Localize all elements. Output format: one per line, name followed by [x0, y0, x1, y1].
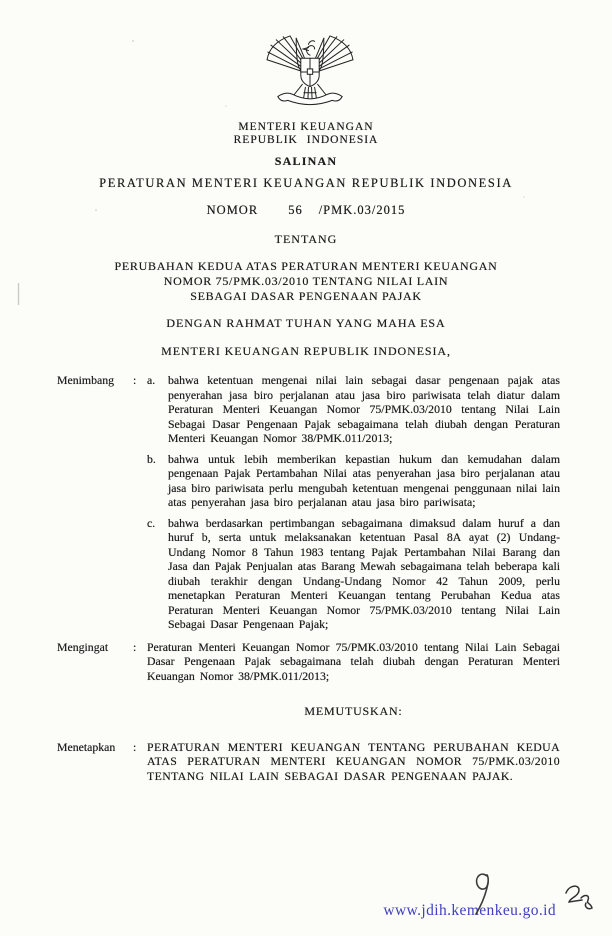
stipulating-section	[57, 740, 560, 784]
considering-item-a	[147, 373, 560, 446]
jdih-url-link[interactable]: www.jdih.kemenkeu.go.id	[383, 902, 556, 919]
ministry-country: REPUBLIK INDONESIA	[233, 134, 379, 146]
garuda-pancasila-emblem-icon	[264, 30, 356, 114]
deciding-heading: MEMUTUSKAN:	[304, 704, 403, 718]
considering-label: Menimbang	[57, 373, 115, 387]
colon-separator: :	[133, 373, 137, 387]
considering-item-c	[147, 516, 560, 632]
grace-line: DENGAN RAHMAT TUHAN YANG MAHA ESA	[166, 316, 446, 330]
authority-line: MENTERI KEUANGAN REPUBLIK INDONESIA,	[161, 344, 451, 358]
remembering-text: Peraturan Menteri Keuangan Nomor 75/PMK.03/2010 tentang Nilai Lain Sebagai Dasar Pengenaan Pajak sebagaimana telah diubah dengan Peraturan Menteri Keuangan Nomor 38/PMK.011/2013;	[147, 639, 560, 683]
subject-line-3: SEBAGAI DASAR PENGENAAN PAJAK	[190, 289, 422, 303]
regulation-heading: PERATURAN MENTERI KEUANGAN REPUBLIK INDONESIA	[99, 176, 513, 190]
ministry-name: MENTERI KEUANGAN	[238, 121, 374, 133]
subject-line-2: NOMOR 75/PMK.03/2010 TENTANG NILAI LAIN	[163, 274, 449, 288]
scan-dot	[523, 196, 525, 198]
scan-dot	[132, 40, 134, 42]
considering-item-b	[147, 452, 560, 510]
document-body	[57, 373, 560, 783]
remembering-section	[57, 640, 560, 684]
number-label: NOMOR	[206, 203, 259, 217]
item-text: bahwa ketentuan mengenai nilai lain sebagai dasar pengenaan pajak atas penyerahan jasa biro perjalanan atau jasa biro pariwisata telah diatur dalam Peraturan Menteri Keuangan Nomor 75/PMK.03/2010 tentang Nilai Lain Sebagai Dasar Pengenaan Pajak sebagaimana telah diubah dengan Peraturan Menteri Keuangan Nomor 38/PMK.011/2013;	[168, 373, 560, 445]
regulation-number-line	[0, 203, 612, 218]
remembering-label: Mengingat	[57, 639, 109, 654]
scan-dot	[225, 105, 227, 107]
subject-line-1: PERUBAHAN KEDUA ATAS PERATURAN MENTERI KEUANGAN	[114, 259, 498, 273]
number-value: 56	[288, 203, 303, 217]
colon-separator: :	[133, 739, 137, 754]
number-suffix: /PMK.03/2015	[318, 203, 406, 217]
stipulating-text: PERATURAN MENTERI KEUANGAN TENTANG PERUBAHAN KEDUA ATAS PERATURAN MENTERI KEUANGAN NOMOR 75/PMK.03/2010 TENTANG NILAI LAIN SEBAGAI DASAR PENGENAAN PAJAK.	[147, 739, 560, 783]
copy-label: SALINAN	[274, 154, 338, 168]
about-label: TENTANG	[274, 232, 338, 246]
considering-section	[57, 373, 560, 632]
colon-separator: :	[133, 639, 137, 654]
item-text: bahwa untuk lebih memberikan kepastian hukum dan kemudahan dalam pengenaan Pajak Pertambahan Nilai atas penyerahan jasa biro perjalanan atau jasa biro pariwisata perlu mengubah ketentuan mengenai penggunaan nilai lain atas penyerahan jasa biro perjalanan atau jasa biro pariwisata;	[168, 451, 560, 509]
stipulating-label: Menetapkan	[57, 739, 116, 754]
item-text: bahwa berdasarkan pertimbangan sebagaimana dimaksud dalam huruf a dan huruf b, serta untuk melaksanakan ketentuan Pasal 8A ayat (2) Undang-Undang Nomor 8 Tahun 1983 tentang Pajak Pertambahan Nilai Barang dan Jasa dan Pajak Penjualan atas Barang Mewah sebagaimana telah beberapa kali diubah terakhir dengan Undang-Undang Nomor 42 Tahun 2009, perlu menetapkan Peraturan Menteri Keuangan tentang Perubahan Kedua atas Peraturan Menteri Keuangan Nomor 75/PMK.03/2010 tentang Nilai Lain Sebagai Dasar Pengenaan Pajak;	[168, 515, 560, 631]
item-letter: c.	[147, 515, 156, 530]
item-letter: b.	[147, 451, 156, 466]
handwritten-paraph-icon	[566, 886, 592, 908]
item-letter: a.	[147, 373, 156, 387]
